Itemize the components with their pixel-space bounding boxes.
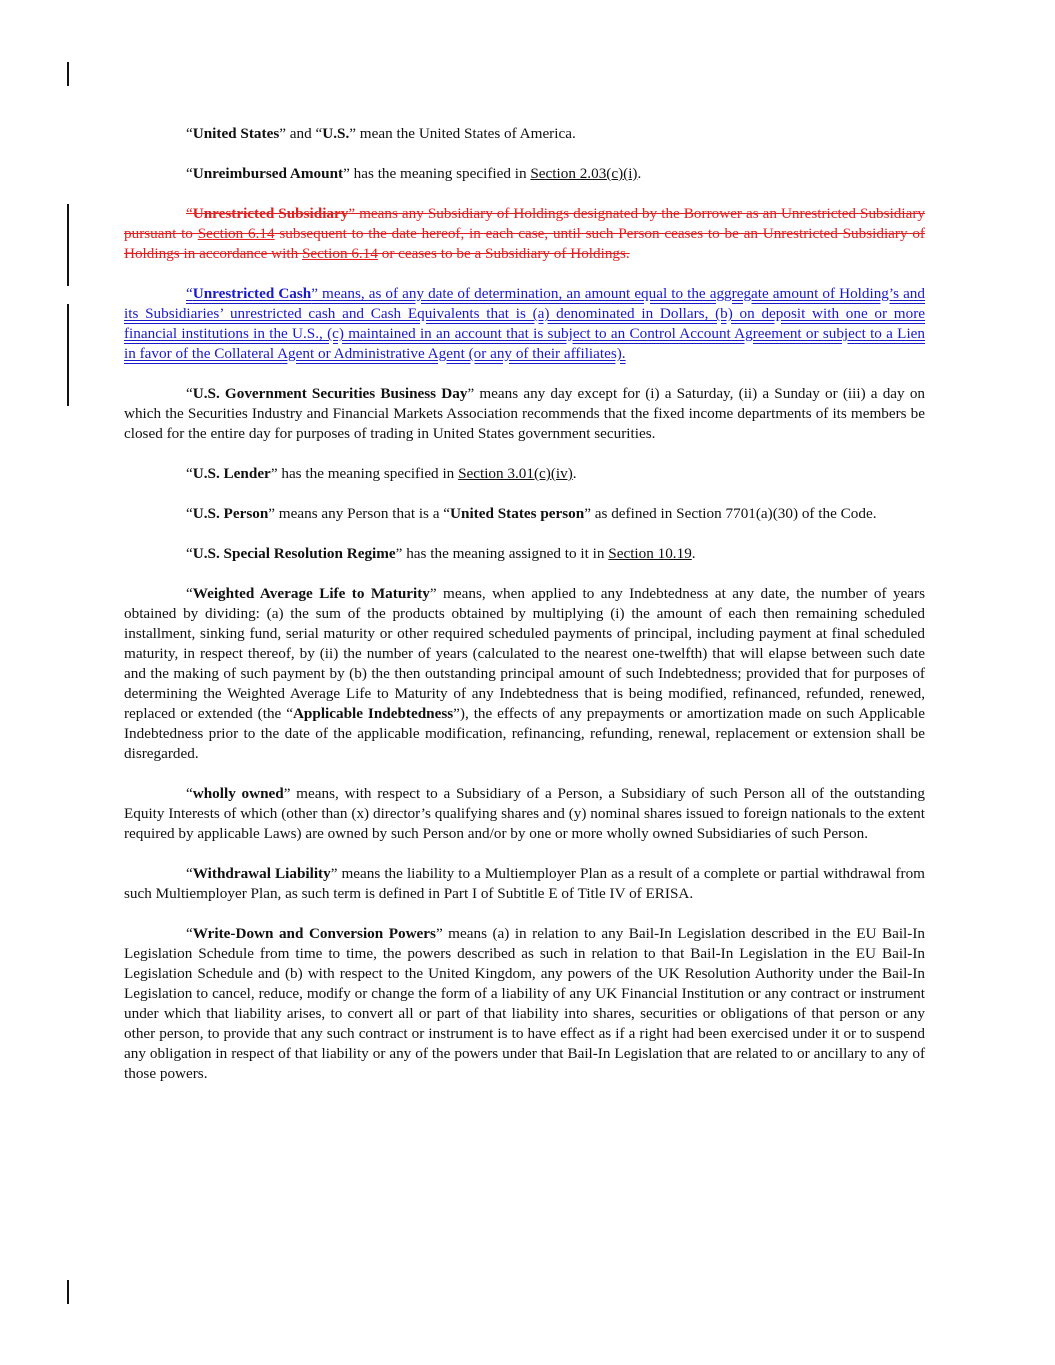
defined-term: Unrestricted Subsidiary <box>192 205 349 222</box>
definitions-list <box>124 124 925 1084</box>
definition-withdrawal-liability: “Withdrawal Liability” means the liability to a Multiemployer Plan as a result of a complete or partial withdrawal from such Multiemployer Plan, as such term is defined in Part I of Subtitle E of Title IV of ERISA. <box>124 865 925 902</box>
section-reference: Section 10.19 <box>608 545 692 562</box>
definition-unrestricted-cash-inserted: “Unrestricted Cash” means, as of any date of determination, an amount equal to the aggregate amount of Holding’s and its Subsidiaries’ unrestricted cash and Cash Equivalents that is (a) denominated in Dollars, (b) on deposit with one or more financial institutions in the U.S., (c) maintained in an account that is subject to an Control Account Agreement or subject to a Lien in favor of the Collateral Agent or Administrative Agent (or any of their affiliates). <box>124 285 925 362</box>
defined-term: Withdrawal Liability <box>192 865 331 882</box>
definition-us-person: “U.S. Person” means any Person that is a “United States person” as defined in Section 7701(a)(30) of the Code. <box>186 505 877 522</box>
defined-term: Applicable Indebtedness <box>292 705 454 722</box>
change-bar-insertion <box>67 304 69 406</box>
defined-term: Weighted Average Life to Maturity <box>192 585 430 602</box>
section-reference: Section 3.01(c)(iv) <box>458 465 573 482</box>
defined-term: United States <box>192 125 280 142</box>
change-bar-deletion <box>67 204 69 286</box>
defined-term: United States person <box>450 505 585 522</box>
defined-term: wholly owned <box>192 785 284 802</box>
definition-weighted-average-life-to-maturity: “Weighted Average Life to Maturity” means, when applied to any Indebtedness at any date, the number of years obtained by dividing: (a) the sum of the products obtained by multiplying (i) the amount of each then remaining scheduled installment, sinking fund, serial maturity or other required scheduled payments of principal, including payment at final scheduled maturity, in respect thereof, by (ii) the number of years (calculated to the nearest one-twelfth) that will elapse between such date and the making of such payment by (b) the then outstanding principal amount of such Indebtedness; provided that for purposes of determining the Weighted Average Life to Maturity of any Indebtedness that is being modified, refinanced, refunded, renewed, replaced or extended (the “Applicable Indebtedness”), the effects of any prepayments or amortization made on such Applicable Indebtedness prior to the date of the applicable modification, refinancing, refunding, renewal, replacement or extension shall be disregarded. <box>124 585 925 762</box>
definition-wholly-owned: “wholly owned” means, with respect to a Subsidiary of a Person, a Subsidiary of such Person all of the outstanding Equity Interests of which (other than (x) director’s qualifying shares and (y) nominal shares issued to foreign nationals to the extent required by applicable Laws) are owned by such Person and/or by one or more wholly owned Subsidiaries of such Person. <box>124 785 925 842</box>
defined-term: Write-Down and Conversion Powers <box>192 925 436 942</box>
defined-term: U.S. <box>322 125 350 142</box>
defined-term: U.S. Person <box>192 505 269 522</box>
section-reference: Section 2.03(c)(i) <box>530 165 638 182</box>
definition-unrestricted-subsidiary-deleted: “Unrestricted Subsidiary” means any Subsidiary of Holdings designated by the Borrower as an Unrestricted Subsidiary pursuant to Section 6.14 subsequent to the date hereof, in each case, until such Person ceases to be an Unrestricted Subsidiary of Holdings in accordance with Section 6.14 or ceases to be a Subsidiary of Holdings. <box>124 205 925 262</box>
definition-united-states: “United States” and “U.S.” mean the United States of America. <box>186 125 576 142</box>
defined-term: U.S. Government Securities Business Day <box>192 385 468 402</box>
change-bar-bottom <box>67 1280 69 1304</box>
definition-us-special-resolution-regime: “U.S. Special Resolution Regime” has the meaning assigned to it in Section 10.19. <box>186 545 696 562</box>
defined-term: Unrestricted Cash <box>192 285 312 302</box>
section-reference: Section 6.14 <box>301 245 378 262</box>
definition-us-lender: “U.S. Lender” has the meaning specified in Section 3.01(c)(iv). <box>186 465 577 482</box>
defined-term: Unreimbursed Amount <box>192 165 344 182</box>
defined-term: U.S. Lender <box>192 465 271 482</box>
definition-unreimbursed-amount: “Unreimbursed Amount” has the meaning specified in Section 2.03(c)(i). <box>186 165 642 182</box>
section-reference: Section 6.14 <box>197 225 275 242</box>
definition-us-government-securities-business-day: “U.S. Government Securities Business Day” means any day except for (i) a Saturday, (ii) a Sunday or (iii) a day on which the Securities Industry and Financial Markets Association recommends that the fixed income departments of its members be closed for the entire day for purposes of trading in United States government securities. <box>124 385 926 442</box>
definition-write-down-and-conversion-powers: “Write-Down and Conversion Powers” means (a) in relation to any Bail-In Legislation described in the EU Bail-In Legislation Schedule from time to time, the powers described as such in relation to that Bail-In Legislation in the EU Bail-In Legislation Schedule and (b) with respect to the United Kingdom, any powers of the UK Resolution Authority under the Bail-In Legislation to cancel, reduce, modify or change the form of a liability of any UK Financial Institution or any contract or instrument under which that liability arises, to convert all or part of that liability into shares, securities or obligations of that person or any other person, to provide that any such contract or instrument is to have effect as if a right had been exercised under it or to suspend any obligation in respect of that liability or any of the powers under that Bail-In Legislation that are related to or ancillary to any of those powers. <box>124 925 925 1082</box>
defined-term: U.S. Special Resolution Regime <box>192 545 396 562</box>
change-bar-top <box>67 62 69 86</box>
